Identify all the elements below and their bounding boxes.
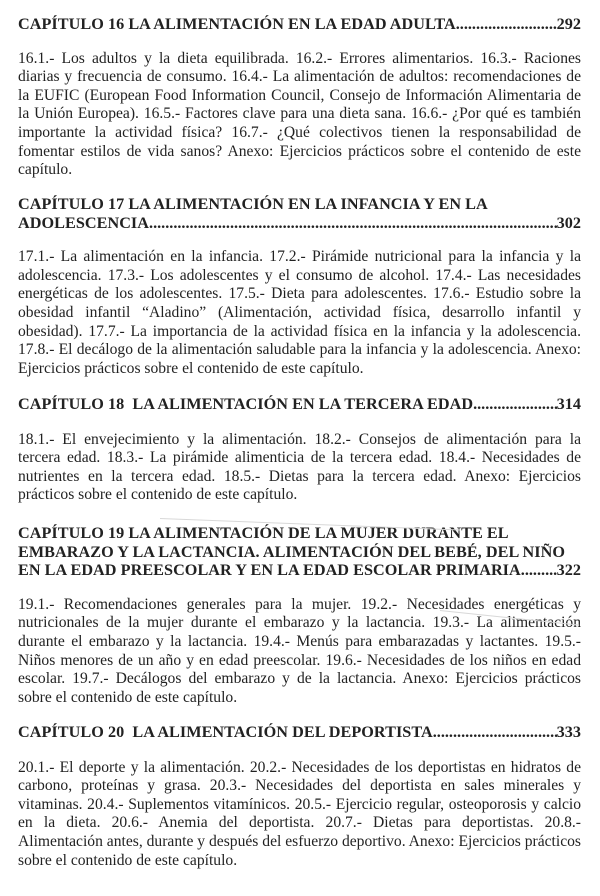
dot-leader <box>456 15 557 34</box>
page-number: 302 <box>556 213 581 232</box>
page-number: 322 <box>556 561 581 580</box>
dot-leader <box>149 214 557 233</box>
chapter-title-continued: EMBARAZO Y LA LACTANCIA. ALIMENTACIÓN DEL BEBÉ, DEL NIÑO <box>18 542 565 561</box>
chapter-20-entry <box>18 723 581 870</box>
heading-line <box>18 723 581 742</box>
chapter-heading <box>18 195 581 232</box>
chapter-title: CAPÍTULO 19 LA ALIMENTACIÓN DE LA MUJER DURANTE EL <box>18 524 509 542</box>
heading-line <box>18 395 581 414</box>
chapter-summary: 16.1.- Los adultos y la dieta equilibrada. 16.2.- Errores alimentarios. 16.3.- Raciones diarias y frecuencia de consumo. 16.4.- La alimentación de adultos: recomendaciones de la EUFIC (European Food Information Council, Consejo de Información Alimentaria de la Unión Europea). 16.5.- Factores clave para una dieta sana. 16.6.- ¿Por qué es también importante la actividad física? 16.7.- ¿Qué colectivos tienen la responsabilidad de fomentar estilos de vida sanos? Anexo: Ejercicios prácticos sobre el contenido de este capítulo. <box>18 49 581 179</box>
heading-line <box>18 543 581 562</box>
heading-line <box>18 195 581 214</box>
dot-leader <box>521 561 557 580</box>
chapter-summary: 18.1.- El envejecimiento y la alimentación. 18.2.- Consejos de alimentación para la tercera edad. 18.3.- La pirámide alimenticia de la tercera edad. 18.4.- Necesidades de nutrientes en la tercera edad. 18.5.- Dietas para la tercera edad. Anexo: Ejercicios prácticos sobre el contenido de este capítulo. <box>18 430 581 504</box>
chapter-heading <box>18 395 581 414</box>
dot-leader <box>473 395 556 414</box>
dot-leader <box>433 723 557 742</box>
heading-line <box>18 15 581 34</box>
heading-line <box>18 561 581 580</box>
page-number: 314 <box>556 395 581 413</box>
chapter-title-continued: EN LA EDAD PREESCOLAR Y EN LA EDAD ESCOLAR PRIMARIA <box>18 561 521 580</box>
chapter-heading <box>18 15 581 34</box>
chapter-title: CAPÍTULO 16 LA ALIMENTACIÓN EN LA EDAD ADULTA <box>18 15 456 33</box>
chapter-17-entry <box>18 195 581 378</box>
heading-line <box>18 214 581 233</box>
chapter-18-entry <box>18 395 581 505</box>
chapter-summary: 17.1.- La alimentación en la infancia. 17.2.- Pirámide nutricional para la infancia y la adolescencia. 17.3.- Los adolescentes y el consumo de alcohol. 17.4.- Las necesidades energéticas de los adolescentes. 17.5.- Dieta para adolescentes. 17.6.- Estudio sobre la obesidad infantil “Aladino” (Alimentación, actividad física, desarrollo infantil y obesidad). 17.7.- La importancia de la actividad física en la infancia y la adolescencia. 17.8.- El decálogo de la alimentación saludable para la infancia y la adolescencia. Anexo: Ejercicios prácticos sobre el contenido de este capítulo. <box>18 248 581 377</box>
chapter-title: CAPÍTULO 20 LA ALIMENTACIÓN DEL DEPORTISTA <box>18 723 433 741</box>
page-number: 333 <box>556 723 581 741</box>
chapter-title: CAPÍTULO 17 LA ALIMENTACIÓN EN LA INFANCIA Y EN LA <box>18 195 488 213</box>
page-number: 292 <box>556 15 581 33</box>
chapter-summary: 19.1.- Recomendaciones generales para la mujer. 19.2.- Necesidades energéticas y nutricionales de la mujer durante el embarazo y la lactancia. 19.3.- La alimentación durante el embarazo y la lactancia. 19.4.- Menús para embarazadas y lactantes. 19.5.- Niños menores de un año y en edad preescolar. 19.6.- Necesidades de los niños en edad escolar. 19.7.- Decálogos del embarazo y de la lactancia. Anexo: Ejercicios prácticos sobre el contenido de este capítulo. <box>18 595 581 706</box>
heading-line <box>18 524 581 543</box>
chapter-heading <box>18 723 581 742</box>
chapter-heading <box>18 524 581 580</box>
chapter-title: CAPÍTULO 18 LA ALIMENTACIÓN EN LA TERCERA EDAD <box>18 395 474 413</box>
chapter-16-entry <box>18 15 581 180</box>
chapter-summary: 20.1.- El deporte y la alimentación. 20.2.- Necesidades de los deportistas en hidratos de carbono, proteínas y grasa. 20.3.- Necesidades del deportista en sales minerales y vitaminas. 20.4.- Suplementos vitamínicos. 20.5.- Ejercicio regular, osteoporosis y calcio en la dieta. 20.6.- Anemia del deportista. 20.7.- Dietas para deportistas. 20.8.- Alimentación antes, durante y después del esfuerzo deportivo. Anexo: Ejercicios prácticos sobre el contenido de este capítulo. <box>18 758 581 869</box>
chapter-title-continued: ADOLESCENCIA <box>18 213 150 232</box>
